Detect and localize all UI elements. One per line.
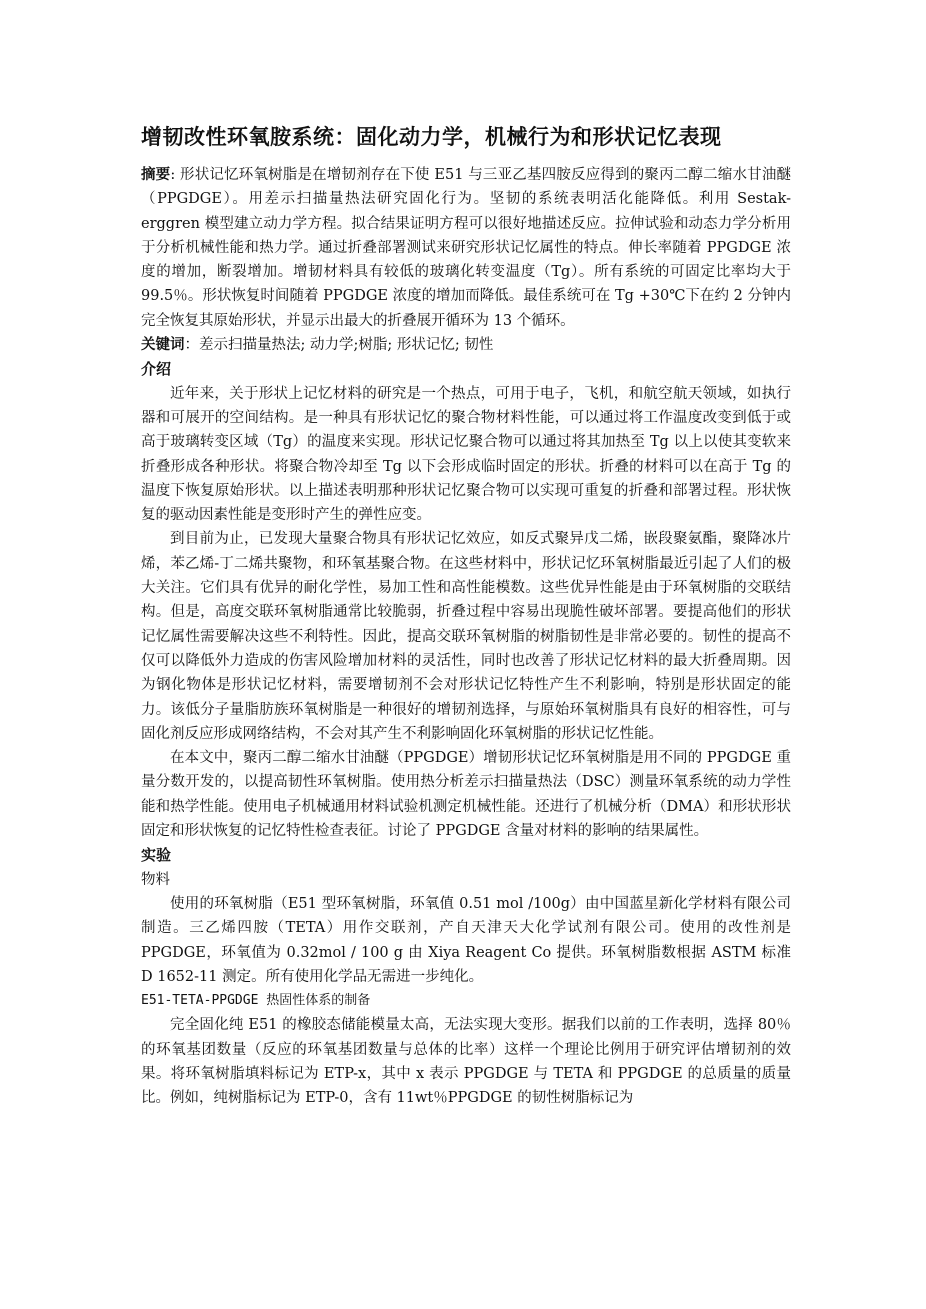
document-body: [141, 121, 791, 1111]
section-heading-experiment: 实验: [141, 846, 172, 865]
abstract-text: : 形状记忆环氧树脂是在增韧剂存在下使 E51 与三亚乙基四胺反应得到的聚丙二醇二缩水甘油醚（PPGDGE）。用差示扫描量热法研究固化行为。坚韧的系统表明活化能降低。利用 Sestak-erggren 模型建立动力学方程。拟合结果证明方程可以很好地描述反应。拉伸试验和动态力学分析用于分析机械性能和热力学。通过折叠部署测试来研究形状记忆属性的特点。伸长率随着 PPGDGE 浓度的增加，断裂增加。增韧材料具有较低的玻璃化转变温度（Tg）。所有系统的可固定比率均大于 99.5％。形状恢复时间随着 PPGDGE 浓度的增加而降低。最佳系统可在 Tg +30℃下在约 2 分钟内完全恢复其原始形状，并显示出最大的折叠展开循环为 13 个循环。: [141, 167, 792, 329]
intro-paragraph-1: 近年来，关于形状上记忆材料的研究是一个热点，可用于电子，飞机，和航空航天领域，如执行器和可展开的空间结构。是一种具有形状记忆的聚合物材料性能，可以通过将工作温度改变到低于或高于玻璃转变区域（Tg）的温度来实现。形状记忆聚合物可以通过将其加热至 Tg 以上以使其变软来折叠形成各种形状。将聚合物冷却至 Tg 以下会形成临时固定的形状。折叠的材料可以在高于 Tg 的温度下恢复原始形状。以上描述表明那种形状记忆聚合物可以实现可重复的折叠和部署过程。形状恢复的驱动因素性能是变形时产生的弹性应变。: [141, 385, 791, 524]
materials-paragraph: 使用的环氧树脂（E51 型环氧树脂，环氧值 0.51 mol /100g）由中国蓝星新化学材料有限公司制造。三乙烯四胺（TETA）用作交联剂，产自天津天大化学试剂有限公司。使用的改性剂是 PPGDGE，环氧值为 0.32mol / 100 g 由 Xiya Reagent Co 提供。环氧树脂数根据 ASTM 标准 D 1652-11 测定。所有使用化学品无需进一步纯化。: [141, 895, 791, 985]
paper-title: 增韧改性环氧胺系统：固化动力学，机械行为和形状记忆表现: [141, 125, 722, 149]
intro-paragraph-3: 在本文中，聚丙二醇二缩水甘油醚（PPGDGE）增韧形状记忆环氧树脂是用不同的 PPGDGE 重量分数开发的，以提高韧性环氧树脂。使用热分析差示扫描量热法（DSC）测量环氧系统的动力学性能和热学性能。使用电子机械通用材料试验机测定机械性能。还进行了机械分析（DMA）和形状形状固定和形状恢复的记忆特性检查表征。讨论了 PPGDGE 含量对材料的影响的结果属性。: [141, 750, 791, 840]
keywords: [141, 333, 791, 357]
section-heading-intro: 介绍: [141, 360, 172, 379]
keywords-label: 关键词: [141, 337, 185, 354]
subheading-preparation: E51-TETA-PPGDGE 热固性体系的制备: [141, 993, 371, 1009]
preparation-paragraph: 完全固化纯 E51 的橡胶态储能模量太高，无法实现大变形。据我们以前的工作表明，选择 80％的环氧基团数量（反应的环氧基团数量与总体的比率）这样一个理论比例用于研究评估增韧剂的效果。将环氧树脂填料标记为 ETP-x，其中 x 表示 PPGDGE 与 TETA 和 PPGDGE 的总质量的质量比。例如，纯树脂标记为 ETP-0，含有 11wt％PPGDGE 的韧性树脂标记为: [141, 1017, 791, 1107]
keywords-text: ：差示扫描量热法; 动力学;树脂; 形状记忆; 韧性: [184, 337, 494, 354]
intro-paragraph-2: 到目前为止，已发现大量聚合物具有形状记忆效应，如反式聚异戊二烯，嵌段聚氨酯，聚降冰片烯，苯乙烯-丁二烯共聚物，和环氧基聚合物。在这些材料中，形状记忆环氧树脂最近引起了人们的极大关注。它们具有优异的耐化学性，易加工性和高性能模数。这些优异性能是由于环氧树脂的交联结构。但是，高度交联环氧树脂通常比较脆弱，折叠过程中容易出现脆性破坏部署。要提高他们的形状记忆属性需要解决这些不利特性。因此，提高交联环氧树脂的树脂韧性是非常必要的。韧性的提高不仅可以降低外力造成的伤害风险增加材料的灵活性，同时也改善了形状记忆材料的最大折叠周期。因为钢化物体是形状记忆材料，需要增韧剂不会对形状记忆特性产生不利影响，特别是形状固定的能力。该低分子量脂肪族环氧树脂是一种很好的增韧剂选择，与原始环氧树脂具有良好的相容性，可与固化剂反应形成网络结构，不会对其产生不利影响固化环氧树脂的形状记忆性能。: [141, 531, 791, 742]
abstract-label: 摘要: [141, 167, 171, 183]
abstract: [141, 163, 791, 333]
subheading-materials: 物料: [141, 871, 170, 888]
